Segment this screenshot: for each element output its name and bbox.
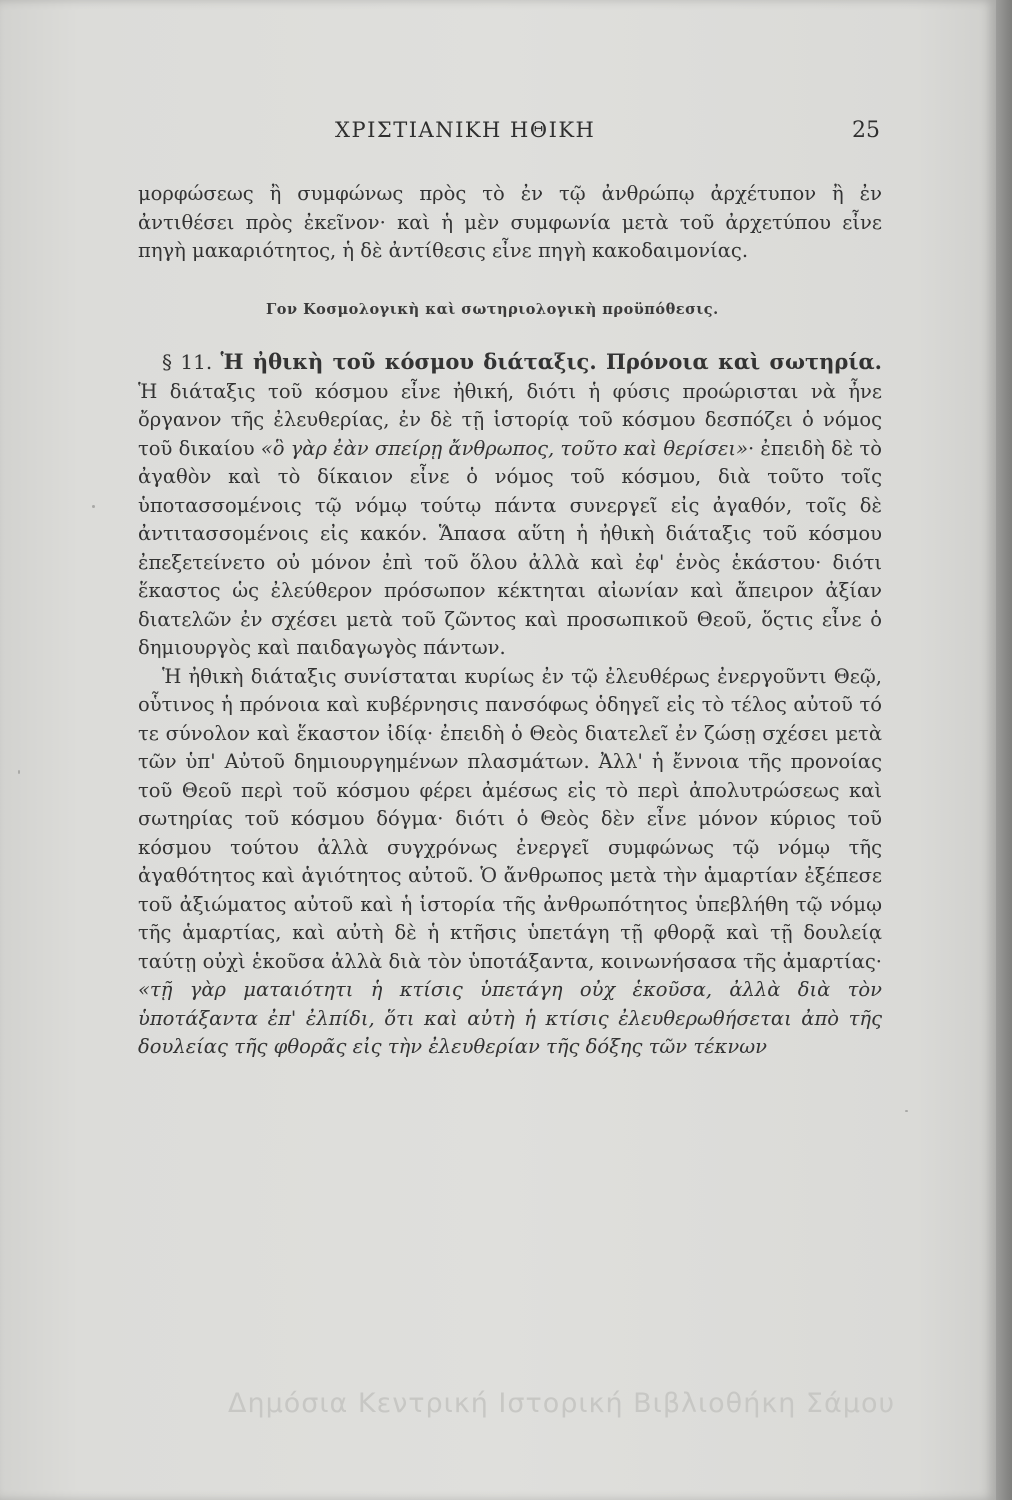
paper-speck — [18, 770, 20, 774]
page-edge — [996, 0, 1012, 1500]
paragraph-text-2: Ἡ ἠθικὴ διάταξις συνίσταται κυρίως ἐν τῷ ἐλευθέρως ἐνεργοῦντι Θεῷ, οὗτινος ἡ πρόνοια καὶ κυβέρνησις πανσόφως ὁδηγεῖ εἰς τὸ τέλος αὐτοῦ τό τε σύνολον καὶ ἕκαστον ἰδίᾳ· ἐπειδὴ ὁ Θεὸς διατελεῖ ἐν ζώσῃ σχέσει μετὰ τῶν ὑπ' Αὐτοῦ δημιουργημένων πλασμάτων. Ἀλλ' ἡ ἔννοια τῆς προνοίας τοῦ Θεοῦ περὶ τοῦ κόσμου φέρει ἀμέσως εἰς τὸ περὶ ἀπολυτρώσεως καὶ σωτηρίας τοῦ κόσμου δόγμα· διότι ὁ Θεὸς δὲν εἶνε μόνον κύριος τοῦ κόσμου τούτου ἀλλὰ συγχρόνως ἐνεργεῖ συμφώνως τῷ νόμῳ τῆς ἀγαθότητος καὶ ἁγιότητος αὐτοῦ. Ὁ ἄνθρωπος μετὰ τὴν ἁμαρτίαν ἐξέπεσε τοῦ ἀξιώματος αὐτοῦ καὶ ἡ ἱστορία τῆς ἀνθρωπότητος ὑπεβλήθη τῷ νόμῳ τῆς ἁμαρτίας, καὶ αὐτὴ δὲ ἡ κτῆσις ὑπετάγη τῇ φθορᾷ καὶ τῇ δουλείᾳ ταύτῃ οὐχὶ ἑκοῦσα ἀλλὰ διὰ τὸν ὑποτάξαντα, κοινωνήσασα τῆς ἁμαρτίας· — [138, 664, 882, 973]
paragraph-text-1a: Ἡ διάταξις τοῦ κόσμου εἶνε ἠθική, διότι ἡ φύσις προώρισται νὰ ἦνε ὄργανον τῆς ἐλευθερίας, ἐν δὲ τῇ ἱστορίᾳ τοῦ κόσμου δεσπόζει ὁ νόμος τοῦ δικαίου — [138, 379, 882, 460]
library-watermark: Δημόσια Κεντρική Ιστορική Βιβλιοθήκη Σάμου — [228, 1388, 896, 1419]
section-number: § 11. — [162, 350, 213, 374]
section-heading: Ἡ ἠθικὴ τοῦ κόσμου διάταξις. Πρόνοια καὶ σωτηρία. — [220, 349, 882, 374]
scripture-quote-2: «τῇ γὰρ ματαιότητι ἡ κτίσις ὑπετάγη οὐχ ἑκοῦσα, ἀλλὰ διὰ τὸν ὑποτάξαντα ἐπ' ἐλπίδι, ὅτι καὶ αὐτὴ ἡ κτίσις ἐλευθερωθήσεται ἀπὸ τῆς δουλείας τῆς φθορᾶς εἰς τὴν ἐλευθερίαν τῆς δόξης τῶν τέκνων — [138, 978, 882, 1058]
scripture-quote-1: «ὃ γὰρ ἐὰν σπείρῃ ἄνθρωπος, τοῦτο καὶ θερίσει» — [260, 436, 749, 460]
section-paragraph — [138, 348, 882, 663]
paper-speck — [905, 1110, 908, 1112]
intro-paragraph: μορφώσεως ἢ συμφώνως πρὸς τὸ ἐν τῷ ἀνθρώπῳ ἀρχέτυπον ἢ ἐν ἀντιθέσει πρὸς ἐκεῖνον· καὶ ἡ μὲν συμφωνία μετὰ τοῦ ἀρχετύπου εἶνε πηγὴ μακαριότητος, ἡ δὲ ἀντίθεσις εἶνε πηγὴ κακοδαιμονίας. — [138, 182, 882, 262]
section-subtitle: Γον Κοσμολογικὴ καὶ σωτηριολογικὴ προϋπόθεσις. — [266, 300, 719, 318]
page-number: 25 — [852, 118, 880, 143]
running-title: ΧΡΙΣΤΙΑΝΙΚΗ ΗΘΙΚΗ — [335, 118, 596, 142]
paper-speck — [92, 505, 95, 508]
second-paragraph — [138, 663, 882, 1062]
paragraph-text-1b: · ἐπειδὴ δὲ τὸ ἀγαθὸν καὶ τὸ δίκαιον εἶνε ὁ νόμος τοῦ κόσμου, διὰ τοῦτο τοῖς ὑποτασσομένοις τῷ νόμῳ τούτῳ πάντα συνεργεῖ εἰς ἀγαθόν, τοῖς δὲ ἀντιτασσομένοις εἰς κακόν. Ἅπασα αὕτη ἡ ἠθικὴ διάταξις τοῦ κόσμου ἐπεξετείνετο οὐ μόνον ἐπὶ τοῦ ὅλου ἀλλὰ καὶ ἐφ' ἑνὸς ἑκάστου· διότι ἕκαστος ὡς ἐλεύθερον πρόσωπον κέκτηται αἰωνίαν καὶ ἄπειρον ἀξίαν διατελῶν ἐν σχέσει μετὰ τοῦ ζῶντος καὶ προσωπικοῦ Θεοῦ, ὅςτις εἶνε ὁ δημιουργὸς καὶ παιδαγωγὸς πάντων. — [138, 436, 883, 659]
page-body — [138, 180, 882, 1062]
page-header — [140, 118, 880, 152]
